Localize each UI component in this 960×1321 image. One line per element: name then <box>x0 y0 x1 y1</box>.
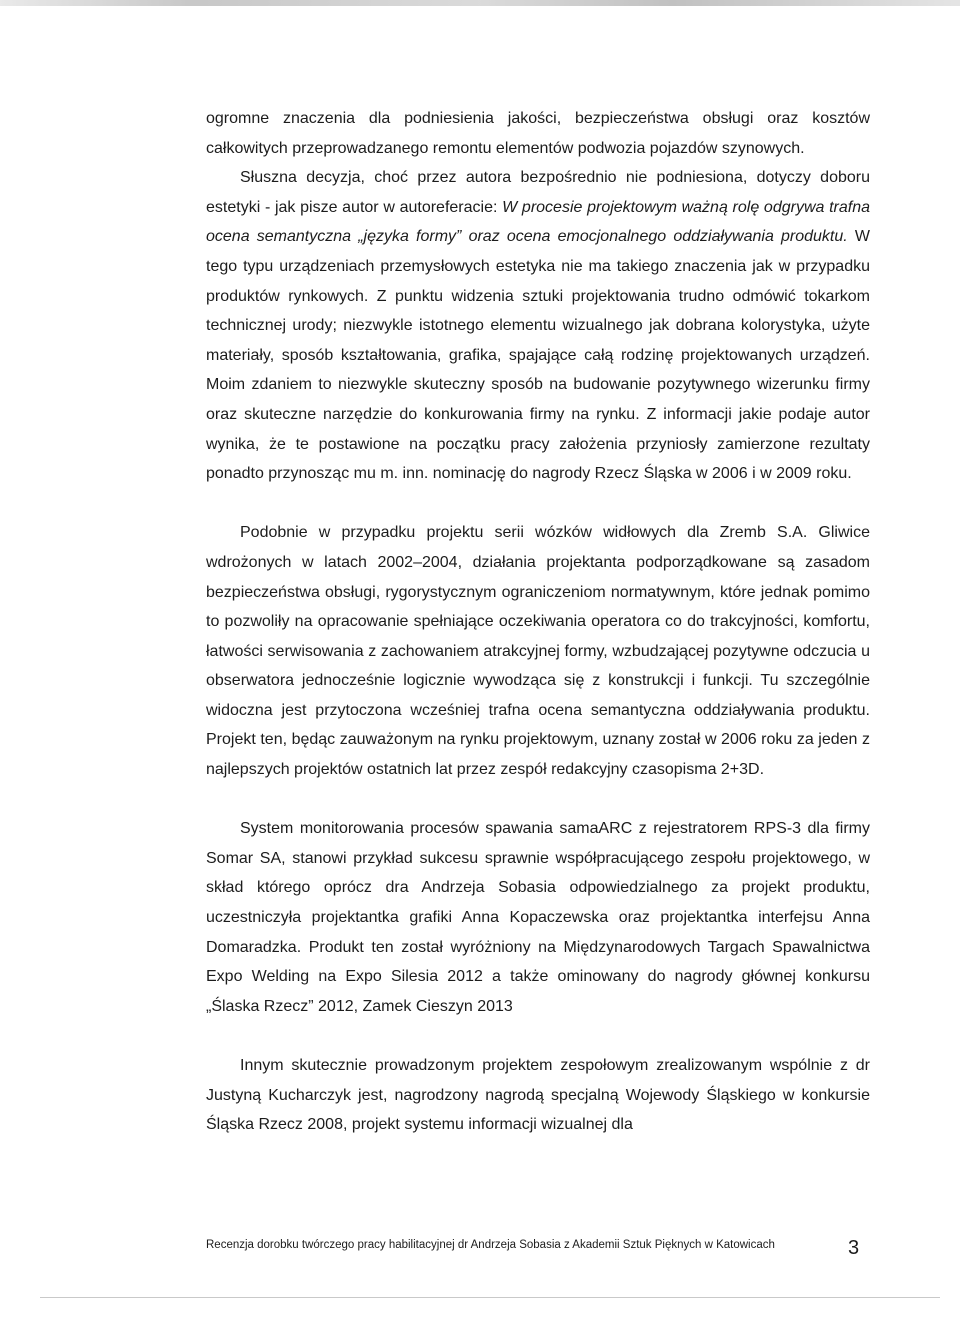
document-body <box>206 104 870 1140</box>
paragraph-text: System monitorowania procesów spawania samaARC z rejestratorem RPS-3 dla firmy Somar SA, stanowi przykład sukcesu sprawnie współpracującego zespołu projektowego, w skład którego oprócz dra Andrzeja Sobasia odpowiedzialnego za projekt produktu, uczestniczyła projektantka grafiki Anna Kopaczewska oraz projektantka interfejsu Anna Domaradzka. Produkt ten został wyróżniony na Międzynarodowych Targach Spawalnictwa Expo Welding na Expo Silesia 2012 a także ominowany do nagrody głównej konkursu „Ślaska Rzecz” 2012, Zamek Cieszyn 2013 <box>206 820 870 1015</box>
paragraph-welding-system <box>206 814 870 1021</box>
paragraph-text: Słuszna decyzja, choć przez autora bezpośrednio nie podniesiona, dotyczy doboru estetyki - jak pisze autor w autoreferacie: <box>206 169 870 216</box>
page-number: 3 <box>848 1237 860 1259</box>
italic-quote: W procesie projektowym ważną rolę odgrywa trafna ocena semantyczna „języka formy” oraz ocena emocjonalnego oddziaływania produktu. <box>206 198 871 246</box>
paragraph-text: Innym skutecznie prowadzonym projektem zespołowym zrealizowanym wspólnie z dr Justyną Kucharczyk jest, nagrodzony nagrodą specjalną Wojewody Śląskiego w konkursie Śląska Rzecz 2008, projekt systemu informacji wizualnej dla <box>206 1057 870 1134</box>
paragraph-aesthetics <box>206 163 870 489</box>
paragraph-team-project <box>206 1051 870 1140</box>
scan-edge-top <box>0 0 960 6</box>
page-footer: Recenzja dorobku twórczego pracy habilitacyjnej dr Andrzeja Sobasia z Akademii Sztuk Pięknych w Katowicach <box>206 1239 775 1251</box>
paragraph-continuation <box>206 104 870 163</box>
paragraph-text: Podobnie w przypadku projektu serii wózków widłowych dla Zremb S.A. Gliwice wdrożonych w latach 2002–2004, działania projektanta podporządkowane są zasadom bezpieczeństwa obsługi, rygorystycznym ograniczeniom normatywnym, które jednak pomimo to pozwoliły na opracowanie spełniające oczekiwania operatora co do trakcyjności, komfortu, łatwości serwisowania z zachowaniem atrakcyjnej formy, wzbudzającej pozytywne odczucia u obserwatora jednocześnie logicznie wywodząca się z konstrukcji i funkcji. Tu szczególnie widoczna jest przytoczona wcześniej trafna ocena semantyczna oddziaływania produktu. Projekt ten, będąc zauważonym na rynku projektowym, uznany został w 2006 roku za jeden z najlepszych projektów ostatnich lat przez zespół redakcyjny czasopisma 2+3D. <box>206 524 870 779</box>
scan-edge-bottom <box>40 1297 940 1298</box>
paragraph-text: W tego typu urządzeniach przemysłowych estetyka nie ma takiego znaczenia jak w przypadku produktów rynkowych. Z punktu widzenia sztuki projektowania trudno odmówić tokarkom technicznej urody; niezwykle istotnego elementu wizualnego jak dobrana kolorystyka, użyte materiały, sposób kształtowania, grafika, spajające całą rodzinę projektowanych urządzeń. Moim zdaniem to niezwykle skuteczny sposób na budowanie pozytywnego wizerunku firmy oraz skuteczne narzędzie do konkurowania firmy na rynku. Z informacji jakie podaje autor wynika, że te postawione na początku pracy założenia przyniosły zamierzone rezultaty ponadto przynosząc mu m. inn. nominację do nagrody Rzecz Śląska w 2006 i w 2009 roku. <box>206 228 871 483</box>
paragraph-forklifts <box>206 518 870 784</box>
paragraph-text: ogromne znaczenia dla podniesienia jakości, bezpieczeństwa obsługi oraz kosztów całkowitych przeprowadzanego remontu elementów podwozia pojazdów szynowych. <box>206 110 870 157</box>
